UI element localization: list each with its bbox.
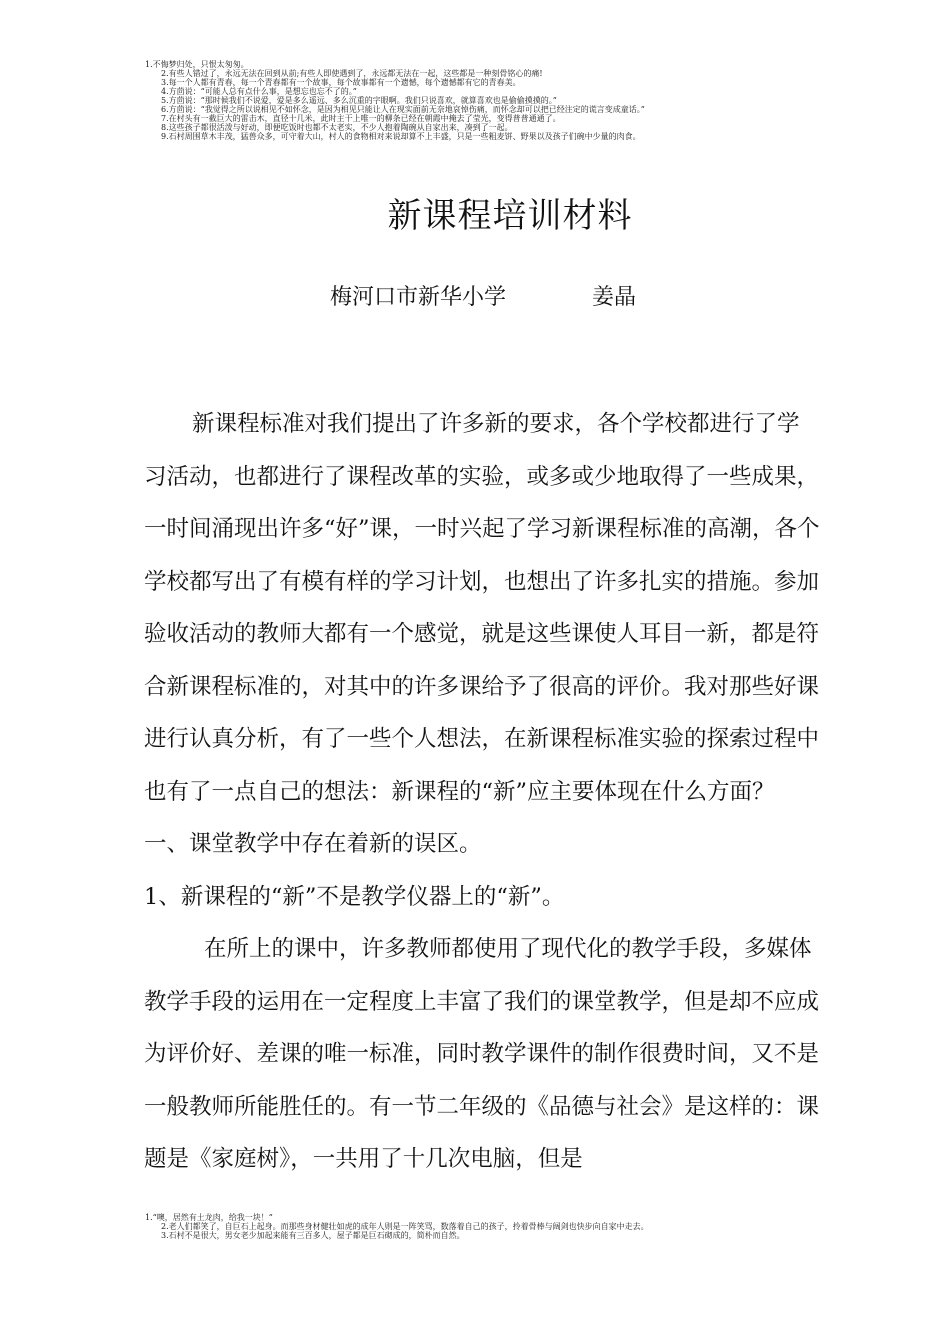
school-name: 梅河口市新华小学 (330, 285, 507, 310)
bottom-note-1: 1.“噢，居然有土龙肉，给我一块！” (145, 1213, 273, 1222)
bottom-note-3: 3.石村不是很大，男女老少加起来能有三百多人，屋子都是巨石砌成的，简朴而自然。 (161, 1231, 465, 1240)
top-notes (145, 60, 865, 141)
document-title: 新课程培训材料 (387, 196, 633, 236)
top-note-1: 1.不悔梦归处，只恨太匆匆。 (145, 60, 249, 69)
paragraph-intro: 新课程标准对我们提出了许多新的要求，各个学校都进行了学习活动，也都进行了课程改革的实验，或多或少地取得了一些成果，一时间涌现出许多“好”课，一时兴起了学习新课程标准的高潮，各个学校都写出了有模有样的学习计划，也想出了许多扎实的措施。参加验收活动的教师大都有一个感觉，就是这些课使人耳目一新，都是符合新课程标准的，对其中的许多课给予了很高的评价。我对那些好课进行认真分析，有了一些个人想法，在新课程标准实验的探索过程中也有了一点自己的想法：新课程的“新”应主要体现在什么方面？ (144, 411, 820, 805)
top-note-4: 4.方茴说：“可能人总有点什么事，是想忘也忘不了的。” (161, 87, 357, 96)
bottom-note-2: 2.老人们都笑了，自巨石上起身。而那些身材健壮如虎的成年人则是一阵笑骂，数落着自己的孩子，拎着骨棒与阔剑也快步向自家中走去。 (161, 1222, 649, 1231)
body-text (144, 398, 820, 1186)
top-note-9: 9.石村周围草木丰茂，猛兽众多，可守着大山，村人的食物相对来说却算不上丰盛，只是一些粗麦饼、野果以及孩子们碗中少量的肉食。 (161, 132, 641, 141)
top-note-5: 5.方茴说：“那时候我们不说爱，爱是多么遥远、多么沉重的字眼啊。我们只说喜欢，就算喜欢也是偷偷摸摸的。” (161, 96, 557, 105)
top-note-2: 2.有些人错过了，永远无法在回到从前;有些人即使遇到了，永远都无法在一起，这些都是一种刻骨铭心的痛! (161, 69, 543, 78)
top-note-7: 7.在村头有一截巨大的雷击木，直径十几米，此时主干上唯一的柳条已经在朝霞中掩去了莹光，变得普普通通了。 (161, 114, 561, 123)
top-note-6: 6.方茴说：“我觉得之所以说相见不如怀念，是因为相见只能让人在现实面前无奈地哀悼伤痛，而怀念却可以把已经注定的谎言变成童话。” (161, 105, 645, 114)
author-name: 姜晶 (592, 285, 637, 310)
paragraph-2: 在所上的课中，许多教师都使用了现代化的教学手段，多媒体教学手段的运用在一定程度上丰富了我们的课堂教学，但是却不应成为评价好、差课的唯一标准，同时教学课件的制作很费时间，又不是一般教师所能胜任的。有一节二年级的《品德与社会》是这样的：课题是《家庭树》，一共用了十几次电脑，但是 (144, 936, 820, 1172)
subsection-heading-1: 1、新课程的“新”不是教学仪器上的“新”。 (144, 883, 565, 910)
top-note-8: 8.这些孩子都很活泼与好动，即便吃饭时也都不太老实，不少人抱着陶碗从自家出来，凑到了一起。 (161, 123, 513, 132)
bottom-notes (145, 1213, 865, 1240)
top-note-3: 3.每一个人都有青春，每一个青春都有一个故事，每个故事都有一个遗憾，每个遗憾都有它的青春美。 (161, 78, 521, 87)
section-heading-1: 一、课堂教学中存在着新的误区。 (144, 831, 482, 857)
byline (330, 280, 636, 311)
